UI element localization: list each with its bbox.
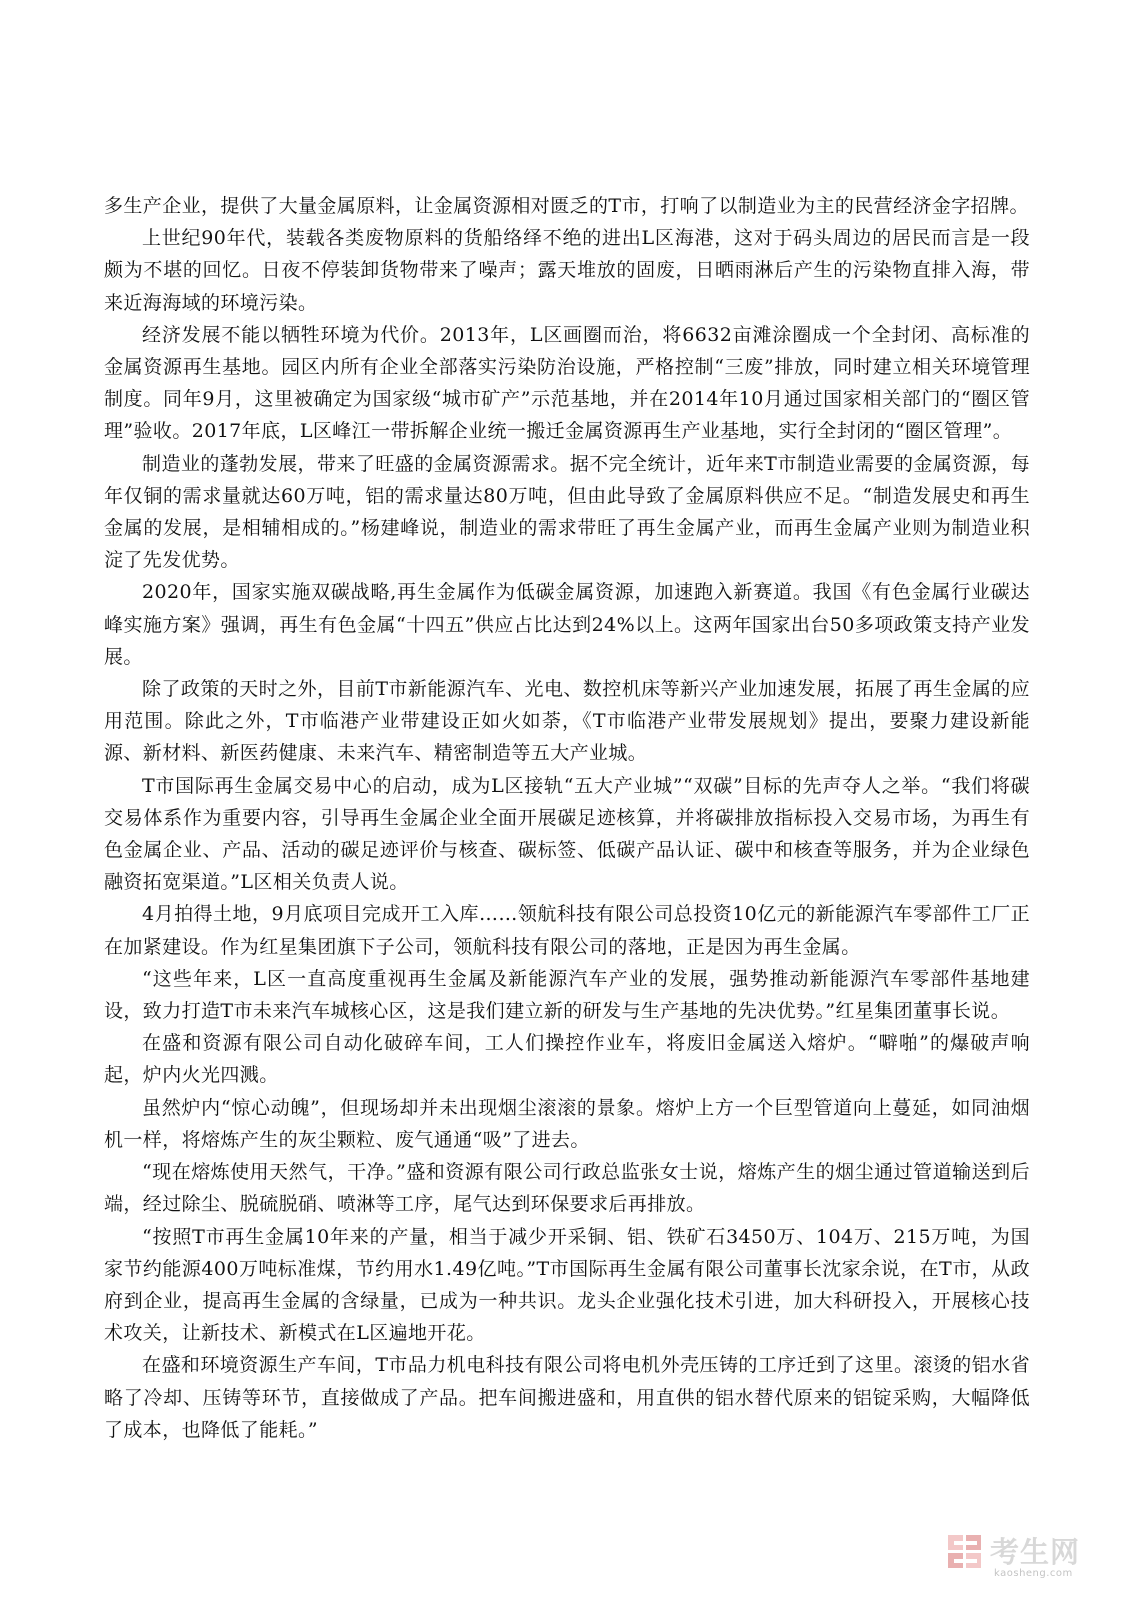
paragraph-10: 在盛和资源有限公司自动化破碎车间，工人们操控作业车，将废旧金属送入熔炉。“噼啪”的爆破声响起，炉内火光四溅。 (104, 1032, 1030, 1087)
paragraph-2: 上世纪90年代，装载各类废物原料的货船络绎不绝的进出L区海港，这对于码头周边的居民而言是一段颇为不堪的回忆。日夜不停装卸货物带来了噪声；露天堆放的固废，日晒雨淋后产生的污染物直排入海，带来近海海域的环境污染。 (104, 227, 1030, 314)
watermark-domain: kaosheng.com (994, 1568, 1073, 1579)
paragraph-12: “现在熔炼使用天然气，干净。”盛和资源有限公司行政总监张女士说，熔炼产生的烟尘通过管道输送到后端，经过除尘、脱硫脱硝、喷淋等工序，尾气达到环保要求后再排放。 (104, 1161, 1030, 1216)
paragraph-9: “这些年来，L区一直高度重视再生金属及新能源汽车产业的发展，强势推动新能源汽车零部件基地建设，致力打造T市未来汽车城核心区，这是我们建立新的研发与生产基地的先决优势。”红星集团董事长说。 (104, 967, 1030, 1023)
paragraph-7: T市国际再生金属交易中心的启动，成为L区接轨“五大产业城”“双碳”目标的先声夺人之举。“我们将碳交易体系作为重要内容，引导再生金属企业全面开展碳足迹核算，并将碳排放指标投入交易市场，为再生有色金属企业、产品、活动的碳足迹评价与核查、碳标签、低碳产品认证、碳中和核查等服务，并为企业绿色融资拓宽渠道。”L区相关负责人说。 (104, 774, 1030, 894)
watermark (946, 1530, 1106, 1586)
paragraph-1: 多生产企业，提供了大量金属原料，让金属资源相对匮乏的T市，打响了以制造业为主的民营经济金字招牌。 (104, 195, 1029, 217)
paragraph-3: 经济发展不能以牺牲环境为代价。2013年，L区画圈而治，将6632亩滩涂圈成一个全封闭、高标准的金属资源再生基地。园区内所有企业全部落实污染防治设施，严格控制“三废”排放，同时建立相关环境管理制度。同年9月，这里被确定为国家级“城市矿产”示范基地，并在2014年10月通过国家相关部门的“圈区管理”验收。2017年底，L区峰江一带拆解企业统一搬迁金属资源再生产业基地，实行全封闭的“圈区管理”。 (104, 323, 1030, 443)
paragraph-14: 在盛和环境资源生产车间，T市品力机电科技有限公司将电机外壳压铸的工序迁到了这里。滚烫的铝水省略了冷却、压铸等环节，直接做成了产品。把车间搬进盛和，用直供的铝水替代原来的铝锭采购，大幅降低了成本，也降低了能耗。” (104, 1354, 1030, 1441)
article-body (104, 190, 1030, 1446)
watermark-text: 考生网 (990, 1535, 1081, 1569)
paragraph-6: 除了政策的天时之外，目前T市新能源汽车、光电、数控机床等新兴产业加速发展，拓展了再生金属的应用范围。除此之外，T市临港产业带建设正如火如荼，《T市临港产业带发展规划》提出，要聚力建设新能源、新材料、新医药健康、未来汽车、精密制造等五大产业城。 (104, 678, 1030, 765)
paragraph-8: 4月拍得土地，9月底项目完成开工入库……领航科技有限公司总投资10亿元的新能源汽车零部件工厂正在加紧建设。作为红星集团旗下子公司，领航科技有限公司的落地，正是因为再生金属。 (104, 903, 1030, 958)
paragraph-5: 2020年，国家实施双碳战略,再生金属作为低碳金属资源，加速跑入新赛道。我国《有色金属行业碳达峰实施方案》强调，再生有色金属“十四五”供应占比达到24%以上。这两年国家出台50多项政策支持产业发展。 (104, 581, 1030, 668)
paragraph-13: “按照T市再生金属10年来的产量，相当于减少开采铜、铝、铁矿石3450万、104万、215万吨，为国家节约能源400万吨标准煤，节约用水1.49亿吨。”T市国际再生金属有限公司董事长沈家余说，在T市，从政府到企业，提高再生金属的含绿量，已成为一种共识。龙头企业强化技术引进，加大科研投入，开展核心技术攻关，让新技术、新模式在L区遍地开花。 (104, 1225, 1030, 1345)
paragraph-11: 虽然炉内“惊心动魄”，但现场却并未出现烟尘滚滚的景象。熔炉上方一个巨型管道向上蔓延，如同油烟机一样，将熔炼产生的灰尘颗粒、废气通通“吸”了进去。 (104, 1096, 1030, 1151)
kaosheng-logo-icon (946, 1532, 986, 1572)
paragraph-4: 制造业的蓬勃发展，带来了旺盛的金属资源需求。据不完全统计，近年来T市制造业需要的金属资源，每年仅铜的需求量就达60万吨，铝的需求量达80万吨，但由此导致了金属原料供应不足。“制造发展史和再生金属的发展，是相辅相成的。”杨建峰说，制造业的需求带旺了再生金属产业，而再生金属产业则为制造业积淀了先发优势。 (104, 452, 1030, 572)
